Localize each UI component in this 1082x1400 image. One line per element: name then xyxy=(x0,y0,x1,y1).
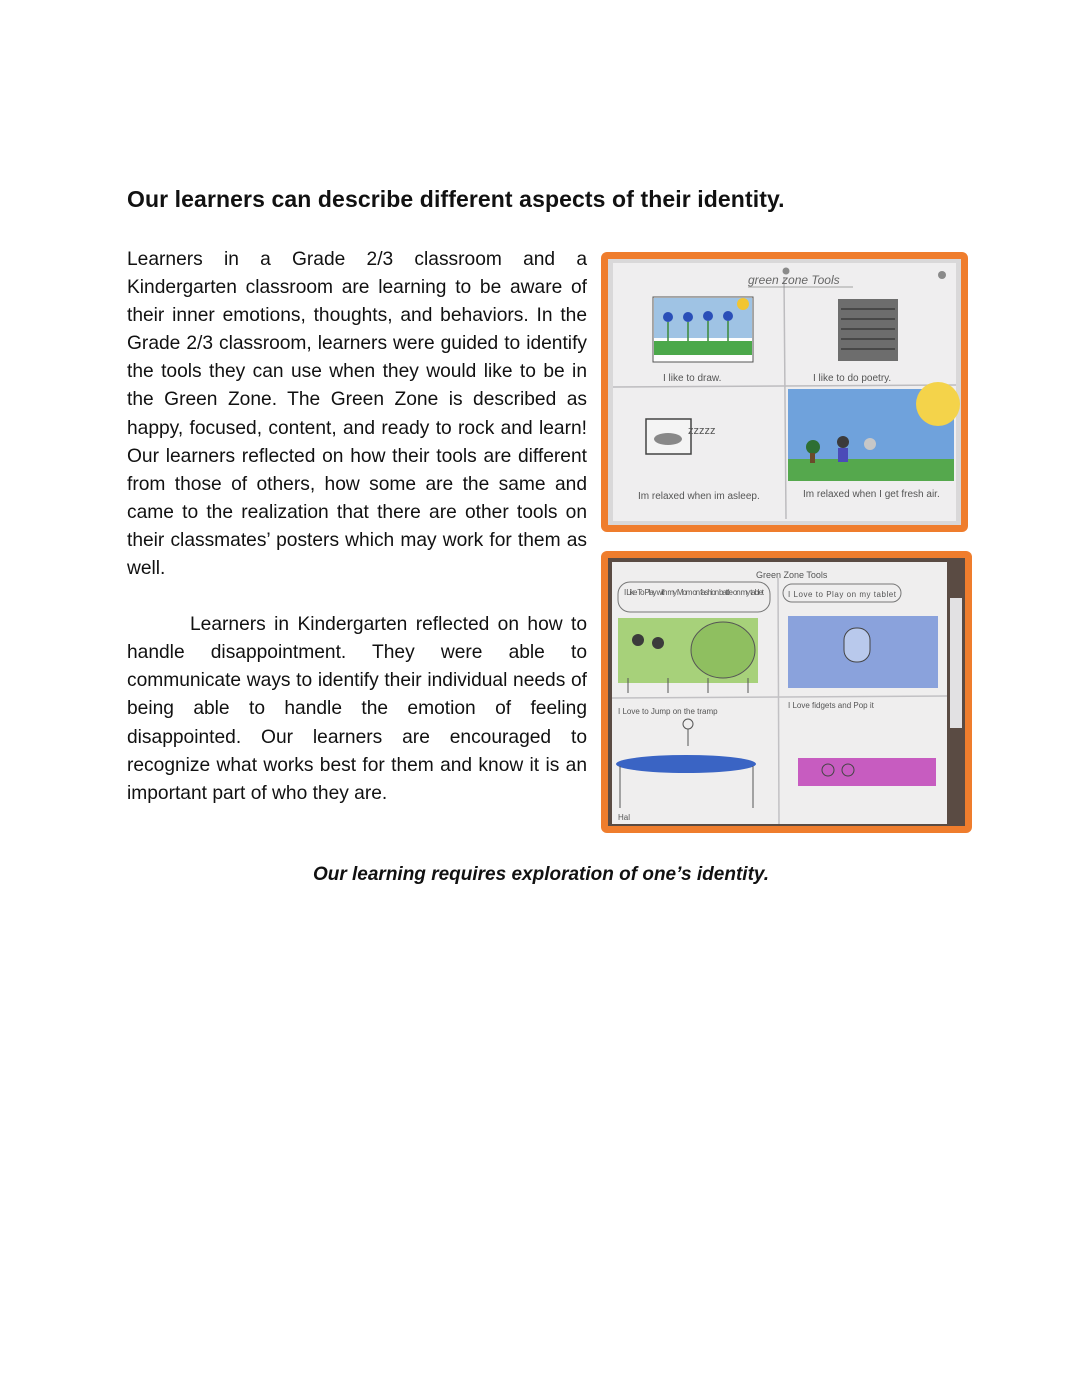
poster1-caption-1: I like to draw. xyxy=(663,373,722,384)
paragraph-grade-2-3: Learners in a Grade 2/3 classroom and a Kindergarten classroom are learning to be aware of their inner emotions, thoughts, and behaviors. In the Grade 2/3 classroom, learners were guided to identify the tools they can use when they would like to be in the Green Zone. The Green Zone is described as happy, focused, content, and ready to rock and learn! Our learners reflected on how their tools are different from those of others, how some are the same and came to the realization that there are other tools on their classmates’ posters which may work for them as well. xyxy=(127,249,587,580)
poster2-caption-4: I Love fidgets and Pop it xyxy=(788,701,874,710)
green-zone-poster-photo-1 xyxy=(601,252,968,532)
poster1-snore: zzzzz xyxy=(688,425,716,437)
poster1-title: green zone Tools xyxy=(748,273,840,287)
paragraph-kindergarten: Learners in Kindergarten reflected on how to handle disappointment. They were able to communicate ways to identify their individual needs of being able to handle the emotion of feeling disappointed. Our learners are encouraged to recognize what works best for them and know it is an important part of who they are. xyxy=(127,614,587,804)
poster2-caption-3: I Love to Jump on the tramp xyxy=(618,707,718,716)
poster2-title: Green Zone Tools xyxy=(756,570,828,580)
green-zone-poster-photo-2 xyxy=(601,551,972,833)
body-text xyxy=(127,246,587,808)
poster-drawing-2 xyxy=(608,558,965,826)
page-heading: Our learners can describe different aspects of their identity. xyxy=(127,186,785,212)
poster1-caption-4: Im relaxed when I get fresh air. xyxy=(803,489,940,500)
poster2-corner-text: Hal xyxy=(618,813,631,822)
poster1-caption-3: Im relaxed when im asleep. xyxy=(638,491,760,502)
closing-statement: Our learning requires exploration of one’s identity. xyxy=(312,864,770,885)
poster-drawing-1 xyxy=(608,259,961,525)
poster2-caption-1: I Like To Play with my Mom on fashion battle on my tablet xyxy=(624,588,764,597)
poster2-caption-2: I Love to Play on my tablet xyxy=(788,590,896,599)
poster1-caption-2: I like to do poetry. xyxy=(813,373,892,384)
